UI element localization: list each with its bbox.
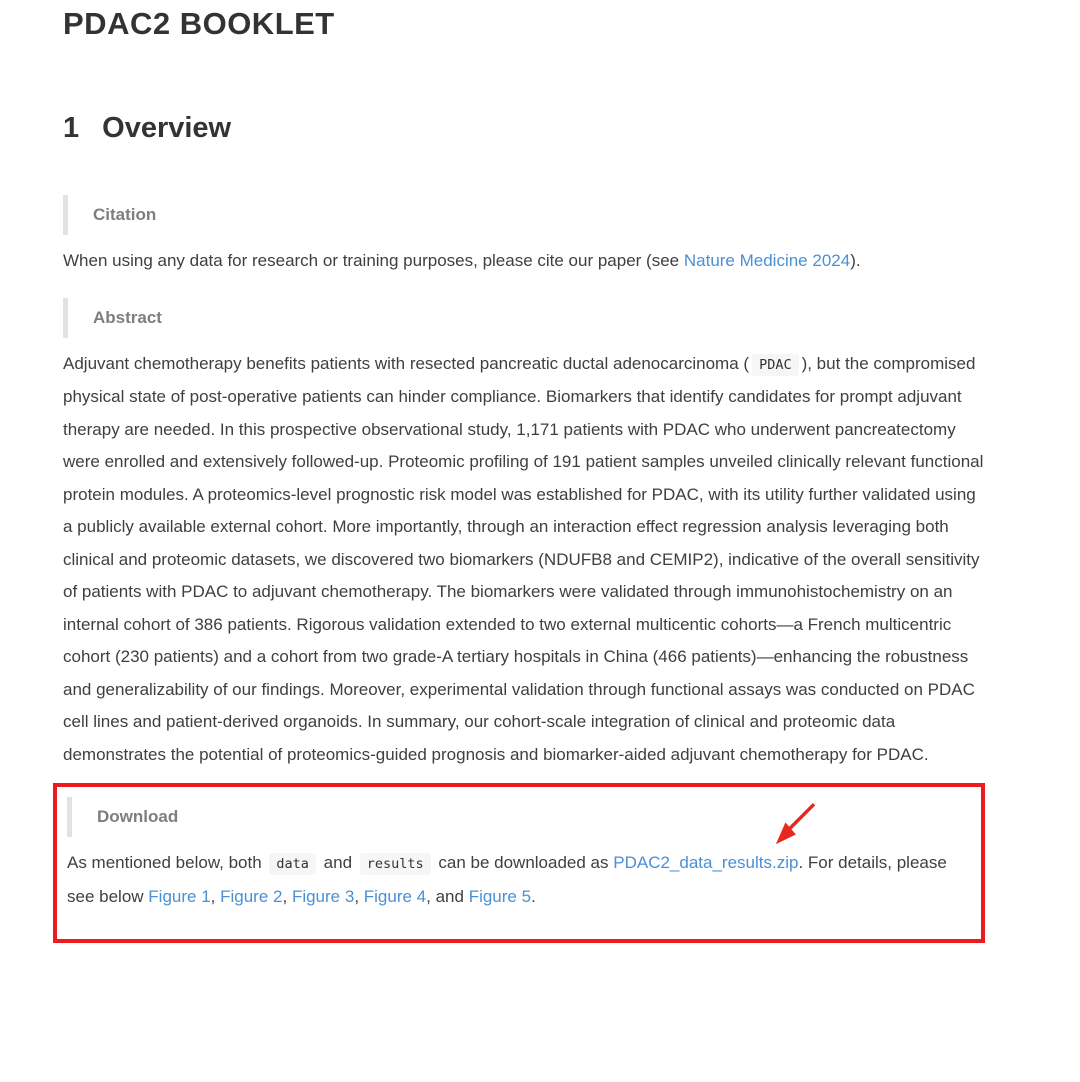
text-segment: can be downloaded as: [433, 853, 614, 872]
text-segment: ), but the compromised physical state of post-operative patients can hinder compliance. Biomarkers that identify candidates for prompt adjuvant therapy are needed. In this prospective observational study, 1,171 patients with PDAC who underwent pancreatectomy were enrolled and extensively followed-up. Proteomic profiling of 191 patient samples unveiled clinically relevant functional protein modules. A proteomics-level prognostic risk model was established for PDAC, with its utility further validated using a publicly available external cohort. More importantly, through an interaction effect regression analysis leveraging both clinical and proteomic datasets, we discovered two biomarkers (NDUFB8 and CEMIP2), indicative of the overall sensitivity of patients with PDAC to adjuvant chemotherapy. The biomarkers were validated through immunohistochemistry on an internal cohort of 386 patients. Rigorous validation extended to two external multicentic cohorts—a French multicentric cohort (230 patients) and a cohort from two grade-A tertiary hospitals in China (466 patients)—enhancing the robustness and generalizability of our findings. Moreover, experimental validation through functional assays was conducted on PDAC cell lines and patient-derived organoids. In summary, our cohort-scale integration of clinical and proteomic data demonstrates the potential of proteomics-guided prognosis and biomarker-aided adjuvant chemotherapy for PDAC.: [63, 353, 984, 764]
text-segment: ,: [354, 886, 364, 906]
text-segment: and: [318, 853, 357, 872]
download-highlight-box: [53, 783, 985, 943]
code-span: data: [269, 853, 316, 875]
citation-label-block: [63, 195, 985, 235]
download-label: Download: [97, 807, 179, 826]
figure-2-link[interactable]: Figure 2: [220, 886, 283, 906]
text-segment: ).: [850, 251, 861, 270]
text-segment: When using any data for research or training purposes, please cite our paper (see: [63, 251, 684, 270]
section-title: Overview: [102, 112, 232, 144]
figure-1-link[interactable]: Figure 1: [148, 886, 211, 906]
code-span: results: [360, 853, 431, 875]
section-heading: [63, 112, 985, 145]
abstract-paragraph: [63, 348, 985, 772]
abstract-label-block: [63, 298, 985, 338]
text-segment: .: [531, 886, 536, 906]
text-segment: . For details, please see below: [67, 853, 947, 906]
text-segment: Adjuvant chemotherapy benefits patients with resected pancreatic ductal adenocarcinoma (: [63, 353, 750, 373]
figure-3-link[interactable]: Figure 3: [291, 886, 355, 906]
text-segment: ,: [210, 886, 221, 906]
pdac2-data-results-zip-link[interactable]: PDAC2_data_results.zip: [613, 853, 799, 872]
download-paragraph: [67, 847, 957, 913]
figure-5-link[interactable]: Figure 5: [468, 886, 532, 906]
text-segment: ,: [282, 886, 292, 906]
figure-4-link[interactable]: Figure 4: [363, 886, 427, 906]
book-title: PDAC2 BOOKLET: [63, 6, 335, 41]
nature-medicine-2024-link[interactable]: Nature Medicine 2024: [683, 251, 851, 270]
download-label-block: [67, 797, 957, 837]
text-segment: As mentioned below, both: [67, 853, 267, 872]
citation-paragraph: [63, 245, 985, 278]
section-number: 1: [63, 112, 80, 144]
code-span: PDAC: [752, 354, 799, 376]
citation-label: Citation: [93, 205, 157, 224]
text-segment: , and: [426, 886, 469, 906]
abstract-label: Abstract: [93, 307, 162, 327]
